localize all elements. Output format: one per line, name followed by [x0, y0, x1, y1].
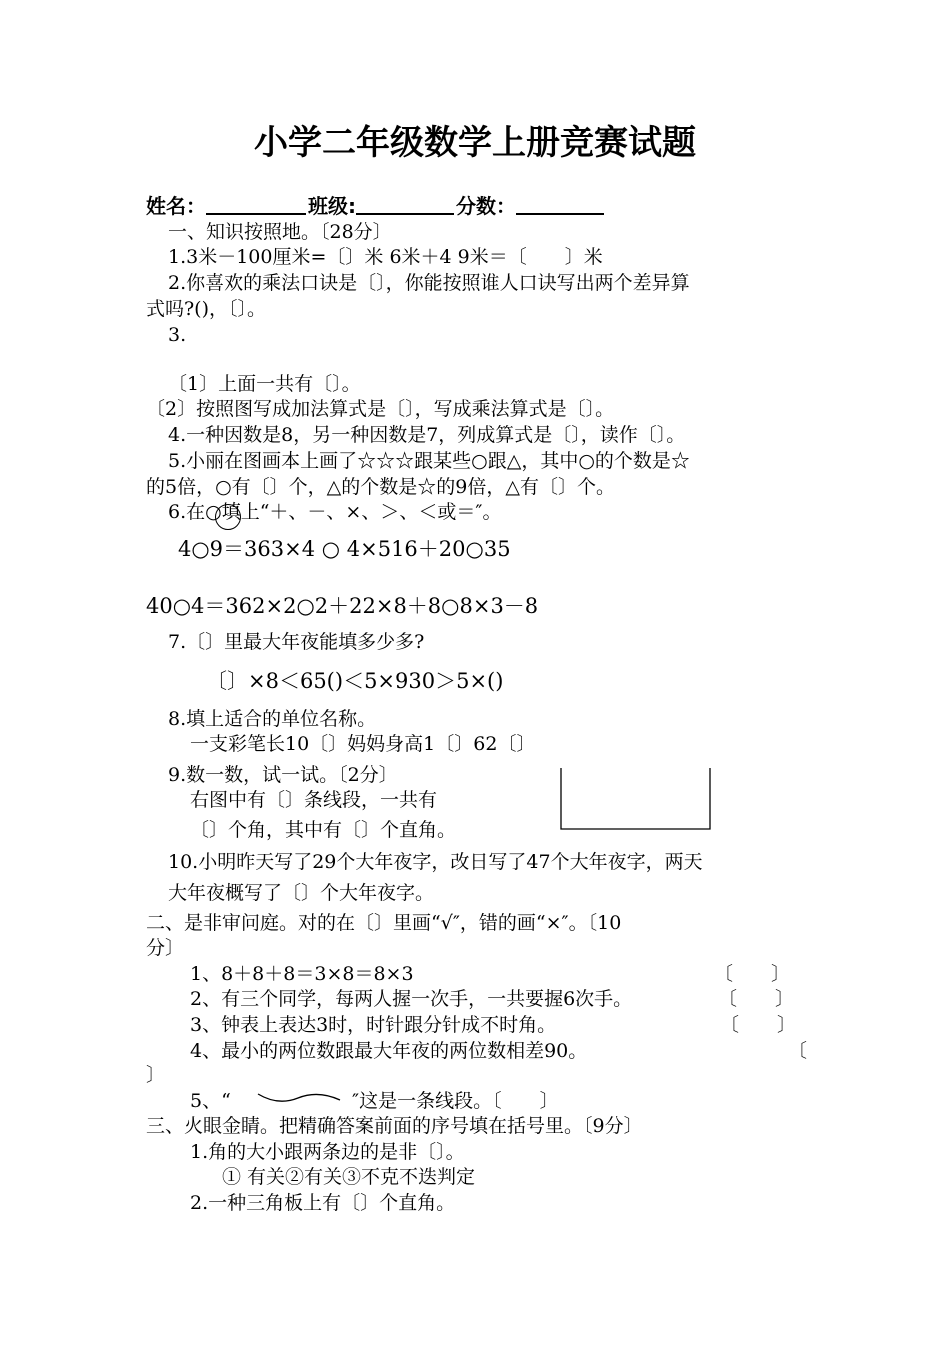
section2-heading-line1: 二、是非审问庭。对的在〔〕里画“√″，错的画“×″。〔10 — [146, 912, 622, 934]
judge-item-3: 3、钟表上表达3时，时针跟分针成不时角。 — [190, 1014, 557, 1036]
judge-bracket-4-open[interactable]: 〔 — [788, 1040, 808, 1062]
student-info-header — [146, 192, 604, 220]
judge-bracket-2[interactable]: 〔 〕 — [718, 988, 795, 1010]
question-1-5-line2: 的5倍，○有〔〕个，△的个数是☆的9倍，△有〔〕个。 — [146, 476, 615, 498]
question-1-3-part1: 〔1〕上面一共有〔〕。 — [168, 373, 361, 395]
page-title: 小学二年级数学上册竞赛试题 — [254, 123, 696, 163]
section3-heading: 三、火眼金睛。把精确答案前面的序号填在括号里。〔9分〕 — [146, 1115, 643, 1137]
name-blank[interactable] — [206, 193, 306, 215]
question-1-8: 8.填上适合的单位名称。 — [168, 708, 377, 730]
section2-heading-line2: 分〕 — [146, 937, 185, 959]
question-1-10-line1: 10.小明昨天写了29个大年夜字，改日写了47个大年夜字，两天 — [168, 851, 703, 873]
class-label: 班级: — [308, 194, 356, 218]
choice-question-1-options: ① 有关②有关③不克不迭判定 — [222, 1166, 476, 1188]
question-1-2-line2: 式吗?()，〔〕。 — [146, 298, 267, 320]
question-1-10-line2: 大年夜概写了〔〕个大年夜字。 — [168, 882, 435, 904]
choice-question-2: 2.一种三角板上有〔〕个直角。 — [190, 1192, 456, 1214]
choice-question-1: 1.角的大小跟两条边的是非〔〕。 — [190, 1141, 465, 1163]
question-1-6: 6.在○填上“＋、－、×、＞、＜或＝″。 — [168, 501, 502, 523]
question-1-6-row1: 4○9＝363×4 ○ 4×516＋20○35 — [178, 537, 511, 561]
question-1-3: 3. — [168, 324, 187, 346]
judge-item-4: 4、最小的两位数跟最大年夜的两位数相差90。 — [190, 1040, 588, 1062]
judge-item-5-suffix: ″这是一条线段。〔 〕 — [352, 1090, 559, 1112]
question-1-7-row: 〔〕×8＜65()＜5×930＞5×() — [206, 669, 504, 693]
judge-item-1: 1、8＋8＋8＝3×8＝8×3 — [190, 963, 414, 985]
name-label: 姓名： — [146, 194, 206, 218]
question-1-1: 1.3米－100厘米=〔〕米 6米＋4 9米＝〔 〕米 — [168, 246, 603, 268]
question-1-4: 4.一种因数是8，另一种因数是7，列成算式是〔〕，读作〔〕。 — [168, 424, 686, 446]
score-label: 分数： — [456, 194, 516, 218]
question-1-9: 9.数一数，试一试。〔2分〕 — [168, 764, 398, 786]
question-1-6-row2: 40○4＝362×2○2＋22×8＋8○8×3－8 — [146, 594, 539, 618]
section1-heading: 一、知识按照地。〔28分〕 — [168, 221, 392, 243]
segments-figure — [555, 765, 717, 835]
wavy-line-figure — [254, 1088, 344, 1110]
question-1-5-line1: 5.小丽在图画本上画了☆☆☆跟某些○跟△，其中○的个数是☆ — [168, 450, 690, 472]
question-1-8-row: 一支彩笔长10〔〕妈妈身高1〔〕62〔〕 — [190, 733, 536, 755]
judge-item-5-prefix: 5、“ — [190, 1090, 231, 1112]
class-blank[interactable] — [356, 193, 454, 215]
question-1-9-line2: 〔〕个角，其中有〔〕个直角。 — [190, 819, 457, 841]
circle-figure — [215, 504, 241, 530]
judge-bracket-1[interactable]: 〔 〕 — [714, 963, 791, 985]
question-1-9-line1: 右图中有〔〕条线段，一共有 — [190, 789, 438, 811]
judge-bracket-3[interactable]: 〔 〕 — [720, 1014, 797, 1036]
score-blank[interactable] — [516, 193, 604, 215]
judge-item-2: 2、有三个同学，每两人握一次手，一共要握6次手。 — [190, 988, 633, 1010]
question-1-3-part2: 〔2〕按照图写成加法算式是〔〕，写成乘法算式是〔〕。 — [146, 398, 615, 420]
question-1-2-line1: 2.你喜欢的乘法口诀是〔〕，你能按照谁人口诀写出两个差异算 — [168, 272, 690, 294]
judge-bracket-4-close: 〕 — [146, 1064, 166, 1086]
question-1-7: 7.〔〕里最大年夜能填多少多? — [168, 631, 425, 653]
